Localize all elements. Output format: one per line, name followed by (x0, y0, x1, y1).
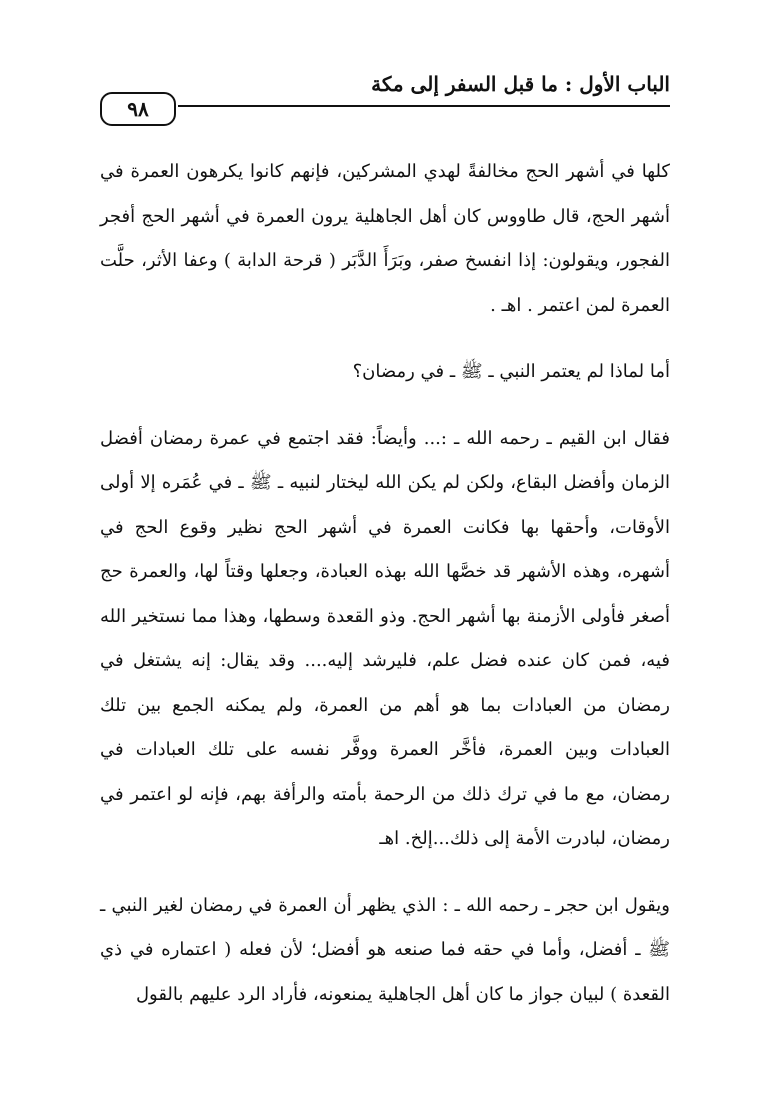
page-body (100, 150, 670, 1017)
paragraph-ibn-qayyim: فقال ابن القيم ـ رحمه الله ـ :... وأيضاً: فقد اجتمع في عمرة رمضان أفضل الزمان وأفضل البقاع، ولكن لم يكن الله ليختار لنبيه ـ ﷺ ـ في عُمَره إلا أولى الأوقات، وأحقها بها فكانت العمرة في أشهر الحج نظير وقوع الحج في أشهره، وهذه الأشهر قد خصَّها الله بهذه العبادة، وجعلها وقتاً لها، والعمرة حج أصغر فأولى الأزمنة بها أشهر الحج. وذو القعدة وسطها، وهذا مما نستخير الله فيه، فمن كان عنده فضل علم، فليرشد إليه.... وقد يقال: إنه يشتغل في رمضان من العبادات بما هو أهم من العمرة، ولم يمكنه الجمع بين تلك العبادات وبين العمرة، فأخَّر العمرة ووفَّر نفسه على تلك العبادات في رمضان، مع ما في ترك ذلك من الرحمة بأمته والرأفة بهم، فإنه لو اعتمر في رمضان، لبادرت الأمة إلى ذلك...إلخ. اهـ (100, 427, 670, 849)
page-number: ٩٨ (127, 97, 149, 121)
chapter-title: الباب الأول : ما قبل السفر إلى مكة (371, 72, 670, 96)
paragraph-question: أما لماذا لم يعتمر النبي ـ ﷺ ـ في رمضان؟ (352, 361, 670, 382)
page-number-badge (100, 92, 176, 126)
header-rule (178, 105, 670, 107)
paragraph-ibn-hajar: ويقول ابن حجر ـ رحمه الله ـ : الذي يظهر أن العمرة في رمضان لغير النبي ـ ﷺ ـ أفضل، وأما في حقه فما صنعه هو أفضل؛ لأن فعله ( اعتماره في ذي القعدة ) لبيان جواز ما كان أهل الجاهلية يمنعونه، فأراد الرد عليهم بالقول (100, 894, 670, 1005)
paragraph-umrah-months: كلها في أشهر الحج مخالفةً لهدي المشركين، فإنهم كانوا يكرهون العمرة في أشهر الحج، قال طاووس كان أهل الجاهلية يرون العمرة في أشهر الحج أفجر الفجور، ويقولون: إذا انفسخ صفر، وبَرَأَ الدَّبَر ( قرحة الدابة ) وعفا الأثر، حلَّت العمرة لمن اعتمر . اهـ . (100, 161, 670, 316)
running-header (100, 72, 670, 120)
